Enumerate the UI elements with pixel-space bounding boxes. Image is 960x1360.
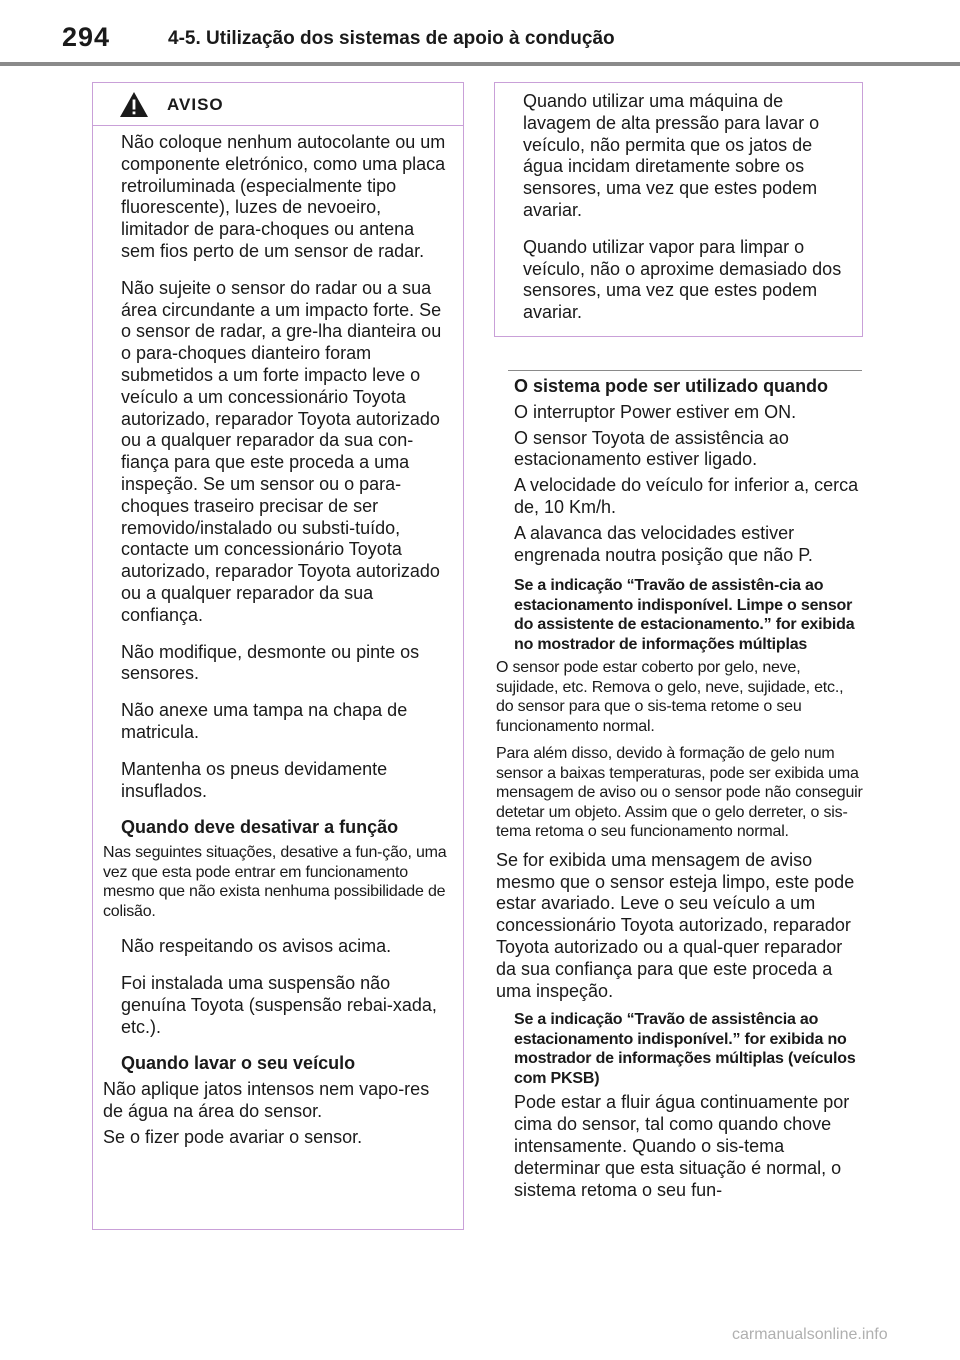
warning-paragraph: Não coloque nenhum autocolante ou um componente eletrónico, como uma placa retroiluminada (especialmente tipo fluorescente), luzes de nevoeiro, limitador de para-choques ou antena sem fios perto de um sensor de radar. [121, 132, 446, 261]
warning-paragraph: Mantenha os pneus devidamente insuflados. [121, 758, 388, 801]
right-column [494, 376, 863, 1216]
warning-paragraph: Não sujeite o sensor do radar ou a sua área circundante a um impacto forte. Se o sensor de radar, a gre-lha dianteira ou o para-choques dianteiro foram submetidos a um forte impacto leve o veículo a um concessionário Toyota autorizado, reparador Toyota autorizado ou a qualquer reparador da sua con-fiança para que este proceda a uma inspeção. Se um sensor ou o para-choques traseiro precisar de ser removido/instalado ou substi-tuído, contacte um concessionário Toyota autorizado, reparador Toyota autorizado ou a qualquer reparador da sua confiança. [121, 277, 442, 625]
message-heading: Se a indicação “Travão de assistên-cia ao estacionamento indisponível. Limpe o sensor do assistente de estacionamento.” for exibida no mostrador de informações múltiplas [514, 577, 855, 653]
message-text: O sensor pode estar coberto por gelo, neve, sujidade, etc. Remova o gelo, neve, sujidade, etc., do sensor para que o sis-tema retome o seu funcionamento normal. [496, 659, 844, 735]
warning-triangle-icon [119, 91, 149, 118]
deactivate-text: Nas seguintes situações, desative a fun-ção, uma vez que esta pode entrar em funcionamento mesmo que não exista nenhuma possibilidade de colisão. [103, 844, 447, 920]
deactivate-item: Não respeitando os avisos acima. [121, 936, 392, 957]
warning-paragraph: Não modifique, desmonte ou pinte os sensores. [121, 641, 420, 684]
warning-label: AVISO [167, 95, 224, 114]
warning-paragraph: Quando utilizar uma máquina de lavagem de alta pressão para lavar o veículo, não permita que os jatos de água incidam diretamente sobre os sensores, uma vez que estes podem avariar. [523, 91, 820, 220]
usable-item: O sensor Toyota de assistência ao estacionamento estiver ligado. [514, 427, 789, 470]
warning-header [93, 83, 463, 126]
watermark: carmanualsonline.info [732, 1326, 888, 1343]
page-number: 294 [62, 22, 111, 52]
header-rule [0, 62, 960, 66]
warning-box [92, 82, 464, 1230]
warning-paragraph: Quando utilizar vapor para limpar o veículo, não o aproxime demasiado dos sensores, uma vez que estes podem avariar. [523, 236, 842, 323]
deactivate-item: Foi instalada uma suspensão não genuína Toyota (suspensão rebai-xada, etc.). [121, 972, 437, 1037]
warning-paragraph: Não anexe uma tampa na chapa de matricula. [121, 700, 408, 742]
wash-text: Não aplique jatos intensos nem vapo-res de água na área do sensor. [103, 1079, 430, 1121]
usable-heading: O sistema pode ser utilizado quando [514, 376, 829, 396]
section-divider [508, 370, 862, 371]
warning-box-continued [494, 82, 863, 337]
usable-item: O interruptor Power estiver em ON. [514, 401, 797, 422]
deactivate-heading: Quando deve desativar a função [121, 817, 399, 838]
message-text: Para além disso, devido à formação de gelo num sensor a baixas temperaturas, pode ser exibida uma mensagem de aviso ou o sensor pode não conseguir detetar um objeto. Assim que o gelo derreter, o sis-tema retoma o seu funcionamento normal. [496, 745, 863, 841]
wash-heading: Quando lavar o seu veículo [121, 1053, 356, 1074]
message-text: Pode estar a fluir água continuamente por cima do sensor, tal como quando chove intensamente. Quando o sis-tema determinar que esta situação é normal, o sistema retoma o seu fun- [514, 1092, 850, 1200]
usable-item: A alavanca das velocidades estiver engrenada noutra posição que não P. [514, 522, 813, 565]
message-heading: Se a indicação “Travão de assistência ao estacionamento indisponível.” for exibida no mostrador de informações múltiplas (veículos com PKSB) [514, 1011, 856, 1087]
section-title: 4-5. Utilização dos sistemas de apoio à condução [168, 28, 615, 49]
usable-item: A velocidade do veículo for inferior a, cerca de, 10 Km/h. [514, 475, 859, 517]
page-header [0, 0, 960, 70]
message-text: Se for exibida uma mensagem de aviso mesmo que o sensor esteja limpo, este pode estar avariado. Leve o seu veículo a um concessionário Toyota autorizado, reparador Toyota autorizado ou a qual-quer reparador da sua confiança para que este proceda a uma inspeção. [496, 849, 855, 1001]
wash-text: Se o fizer pode avariar o sensor. [103, 1126, 363, 1147]
